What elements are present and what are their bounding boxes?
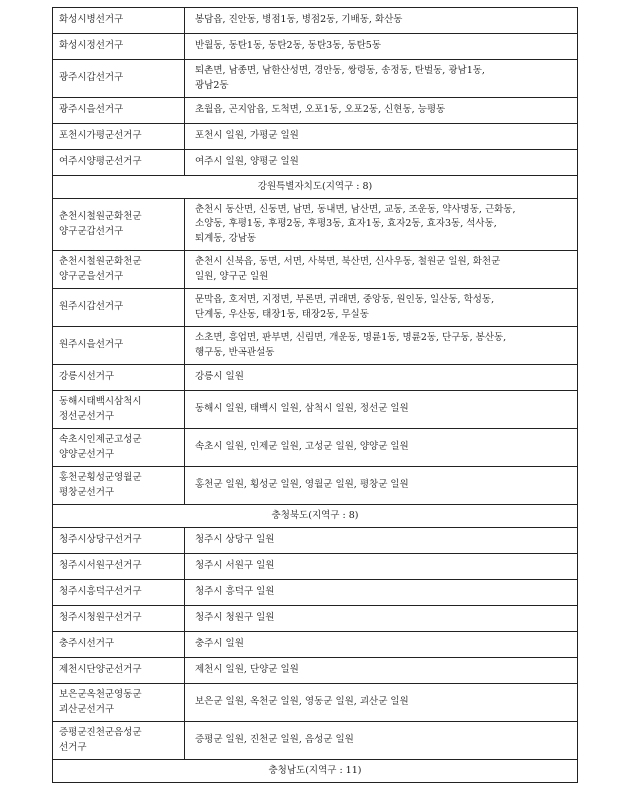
district-area: 춘천시 신북읍, 동면, 서면, 사북면, 북산면, 신사우동, 철원군 일원, 화천군 일원, 양구군 일원 bbox=[185, 251, 578, 289]
district-name: 보은군옥천군영동군 괴산군선거구 bbox=[53, 684, 185, 722]
district-name: 원주시갑선거구 bbox=[53, 289, 185, 327]
district-name: 화성시정선거구 bbox=[53, 34, 185, 60]
district-table bbox=[52, 7, 578, 783]
district-area: 청주시 흥덕구 일원 bbox=[185, 580, 578, 606]
district-area: 춘천시 동산면, 신동면, 남면, 동내면, 남산면, 교동, 조운동, 약사명동, 근화동, 소양동, 후평1동, 후평2동, 후평3동, 효자1동, 효자2동, 효자3동, 석사동, 퇴계동, 강남동 bbox=[185, 199, 578, 251]
province-header: 강원특별자치도(지역구 : 8) bbox=[53, 176, 578, 199]
district-area: 동해시 일원, 태백시 일원, 삼척시 일원, 정선군 일원 bbox=[185, 391, 578, 429]
district-name: 포천시가평군선거구 bbox=[53, 124, 185, 150]
district-area: 청주시 상당구 일원 bbox=[185, 528, 578, 554]
district-name: 증평군진천군음성군 선거구 bbox=[53, 722, 185, 760]
district-name: 춘천시철원군화천군 양구군을선거구 bbox=[53, 251, 185, 289]
district-name: 여주시양평군선거구 bbox=[53, 150, 185, 176]
table-row bbox=[53, 251, 578, 289]
table-row bbox=[53, 150, 578, 176]
table-row bbox=[53, 60, 578, 98]
table-row bbox=[53, 528, 578, 554]
district-name: 동해시태백시삼척시 정선군선거구 bbox=[53, 391, 185, 429]
district-name: 속초시인제군고성군 양양군선거구 bbox=[53, 429, 185, 467]
district-area: 제천시 일원, 단양군 일원 bbox=[185, 658, 578, 684]
district-name: 청주시상당구선거구 bbox=[53, 528, 185, 554]
district-name: 춘천시철원군화천군 양구군갑선거구 bbox=[53, 199, 185, 251]
district-name: 광주시갑선거구 bbox=[53, 60, 185, 98]
district-name: 청주시청원구선거구 bbox=[53, 606, 185, 632]
district-name: 강릉시선거구 bbox=[53, 365, 185, 391]
district-area: 문막읍, 호저면, 지정면, 부론면, 귀래면, 중앙동, 원인동, 일산동, 학성동, 단계동, 우산동, 태장1동, 태장2동, 무실동 bbox=[185, 289, 578, 327]
province-header-row bbox=[53, 176, 578, 199]
table-row bbox=[53, 467, 578, 505]
district-name: 광주시을선거구 bbox=[53, 98, 185, 124]
district-area: 속초시 일원, 인제군 일원, 고성군 일원, 양양군 일원 bbox=[185, 429, 578, 467]
table-row bbox=[53, 124, 578, 150]
table-row bbox=[53, 98, 578, 124]
district-name: 홍천군횡성군영월군 평창군선거구 bbox=[53, 467, 185, 505]
district-name: 제천시단양군선거구 bbox=[53, 658, 185, 684]
table-row bbox=[53, 391, 578, 429]
province-header-row bbox=[53, 505, 578, 528]
district-area: 소초면, 흥업면, 판부면, 신림면, 개운동, 명륜1동, 명륜2동, 단구동, 봉산동, 행구동, 반곡관설동 bbox=[185, 327, 578, 365]
table-row bbox=[53, 289, 578, 327]
district-area: 여주시 일원, 양평군 일원 bbox=[185, 150, 578, 176]
district-name: 충주시선거구 bbox=[53, 632, 185, 658]
table-row bbox=[53, 580, 578, 606]
district-area: 증평군 일원, 진천군 일원, 음성군 일원 bbox=[185, 722, 578, 760]
table-row bbox=[53, 658, 578, 684]
table-row bbox=[53, 632, 578, 658]
district-table-body bbox=[53, 8, 578, 783]
district-area: 초월읍, 곤지암읍, 도척면, 오포1동, 오포2동, 신현동, 능평동 bbox=[185, 98, 578, 124]
table-row bbox=[53, 199, 578, 251]
table-row bbox=[53, 8, 578, 34]
district-area: 퇴촌면, 남종면, 남한산성면, 경안동, 쌍령동, 송정동, 탄벌동, 광남1동, 광남2동 bbox=[185, 60, 578, 98]
district-name: 원주시을선거구 bbox=[53, 327, 185, 365]
district-area: 충주시 일원 bbox=[185, 632, 578, 658]
district-name: 화성시병선거구 bbox=[53, 8, 185, 34]
district-area: 반월동, 동탄1동, 동탄2동, 동탄3동, 동탄5동 bbox=[185, 34, 578, 60]
district-name: 청주시흥덕구선거구 bbox=[53, 580, 185, 606]
table-row bbox=[53, 684, 578, 722]
table-row bbox=[53, 327, 578, 365]
province-header: 충청북도(지역구 : 8) bbox=[53, 505, 578, 528]
district-area: 청주시 청원구 일원 bbox=[185, 606, 578, 632]
table-row bbox=[53, 429, 578, 467]
district-area: 청주시 서원구 일원 bbox=[185, 554, 578, 580]
table-row bbox=[53, 34, 578, 60]
table-row bbox=[53, 554, 578, 580]
table-row bbox=[53, 365, 578, 391]
district-area: 보은군 일원, 옥천군 일원, 영동군 일원, 괴산군 일원 bbox=[185, 684, 578, 722]
district-name: 청주시서원구선거구 bbox=[53, 554, 185, 580]
district-area: 홍천군 일원, 횡성군 일원, 영월군 일원, 평창군 일원 bbox=[185, 467, 578, 505]
table-row bbox=[53, 606, 578, 632]
district-area: 포천시 일원, 가평군 일원 bbox=[185, 124, 578, 150]
district-area: 강릉시 일원 bbox=[185, 365, 578, 391]
province-header: 충청남도(지역구 : 11) bbox=[53, 760, 578, 783]
table-row bbox=[53, 722, 578, 760]
district-area: 봉담읍, 진안동, 병점1동, 병점2동, 기배동, 화산동 bbox=[185, 8, 578, 34]
province-header-row bbox=[53, 760, 578, 783]
